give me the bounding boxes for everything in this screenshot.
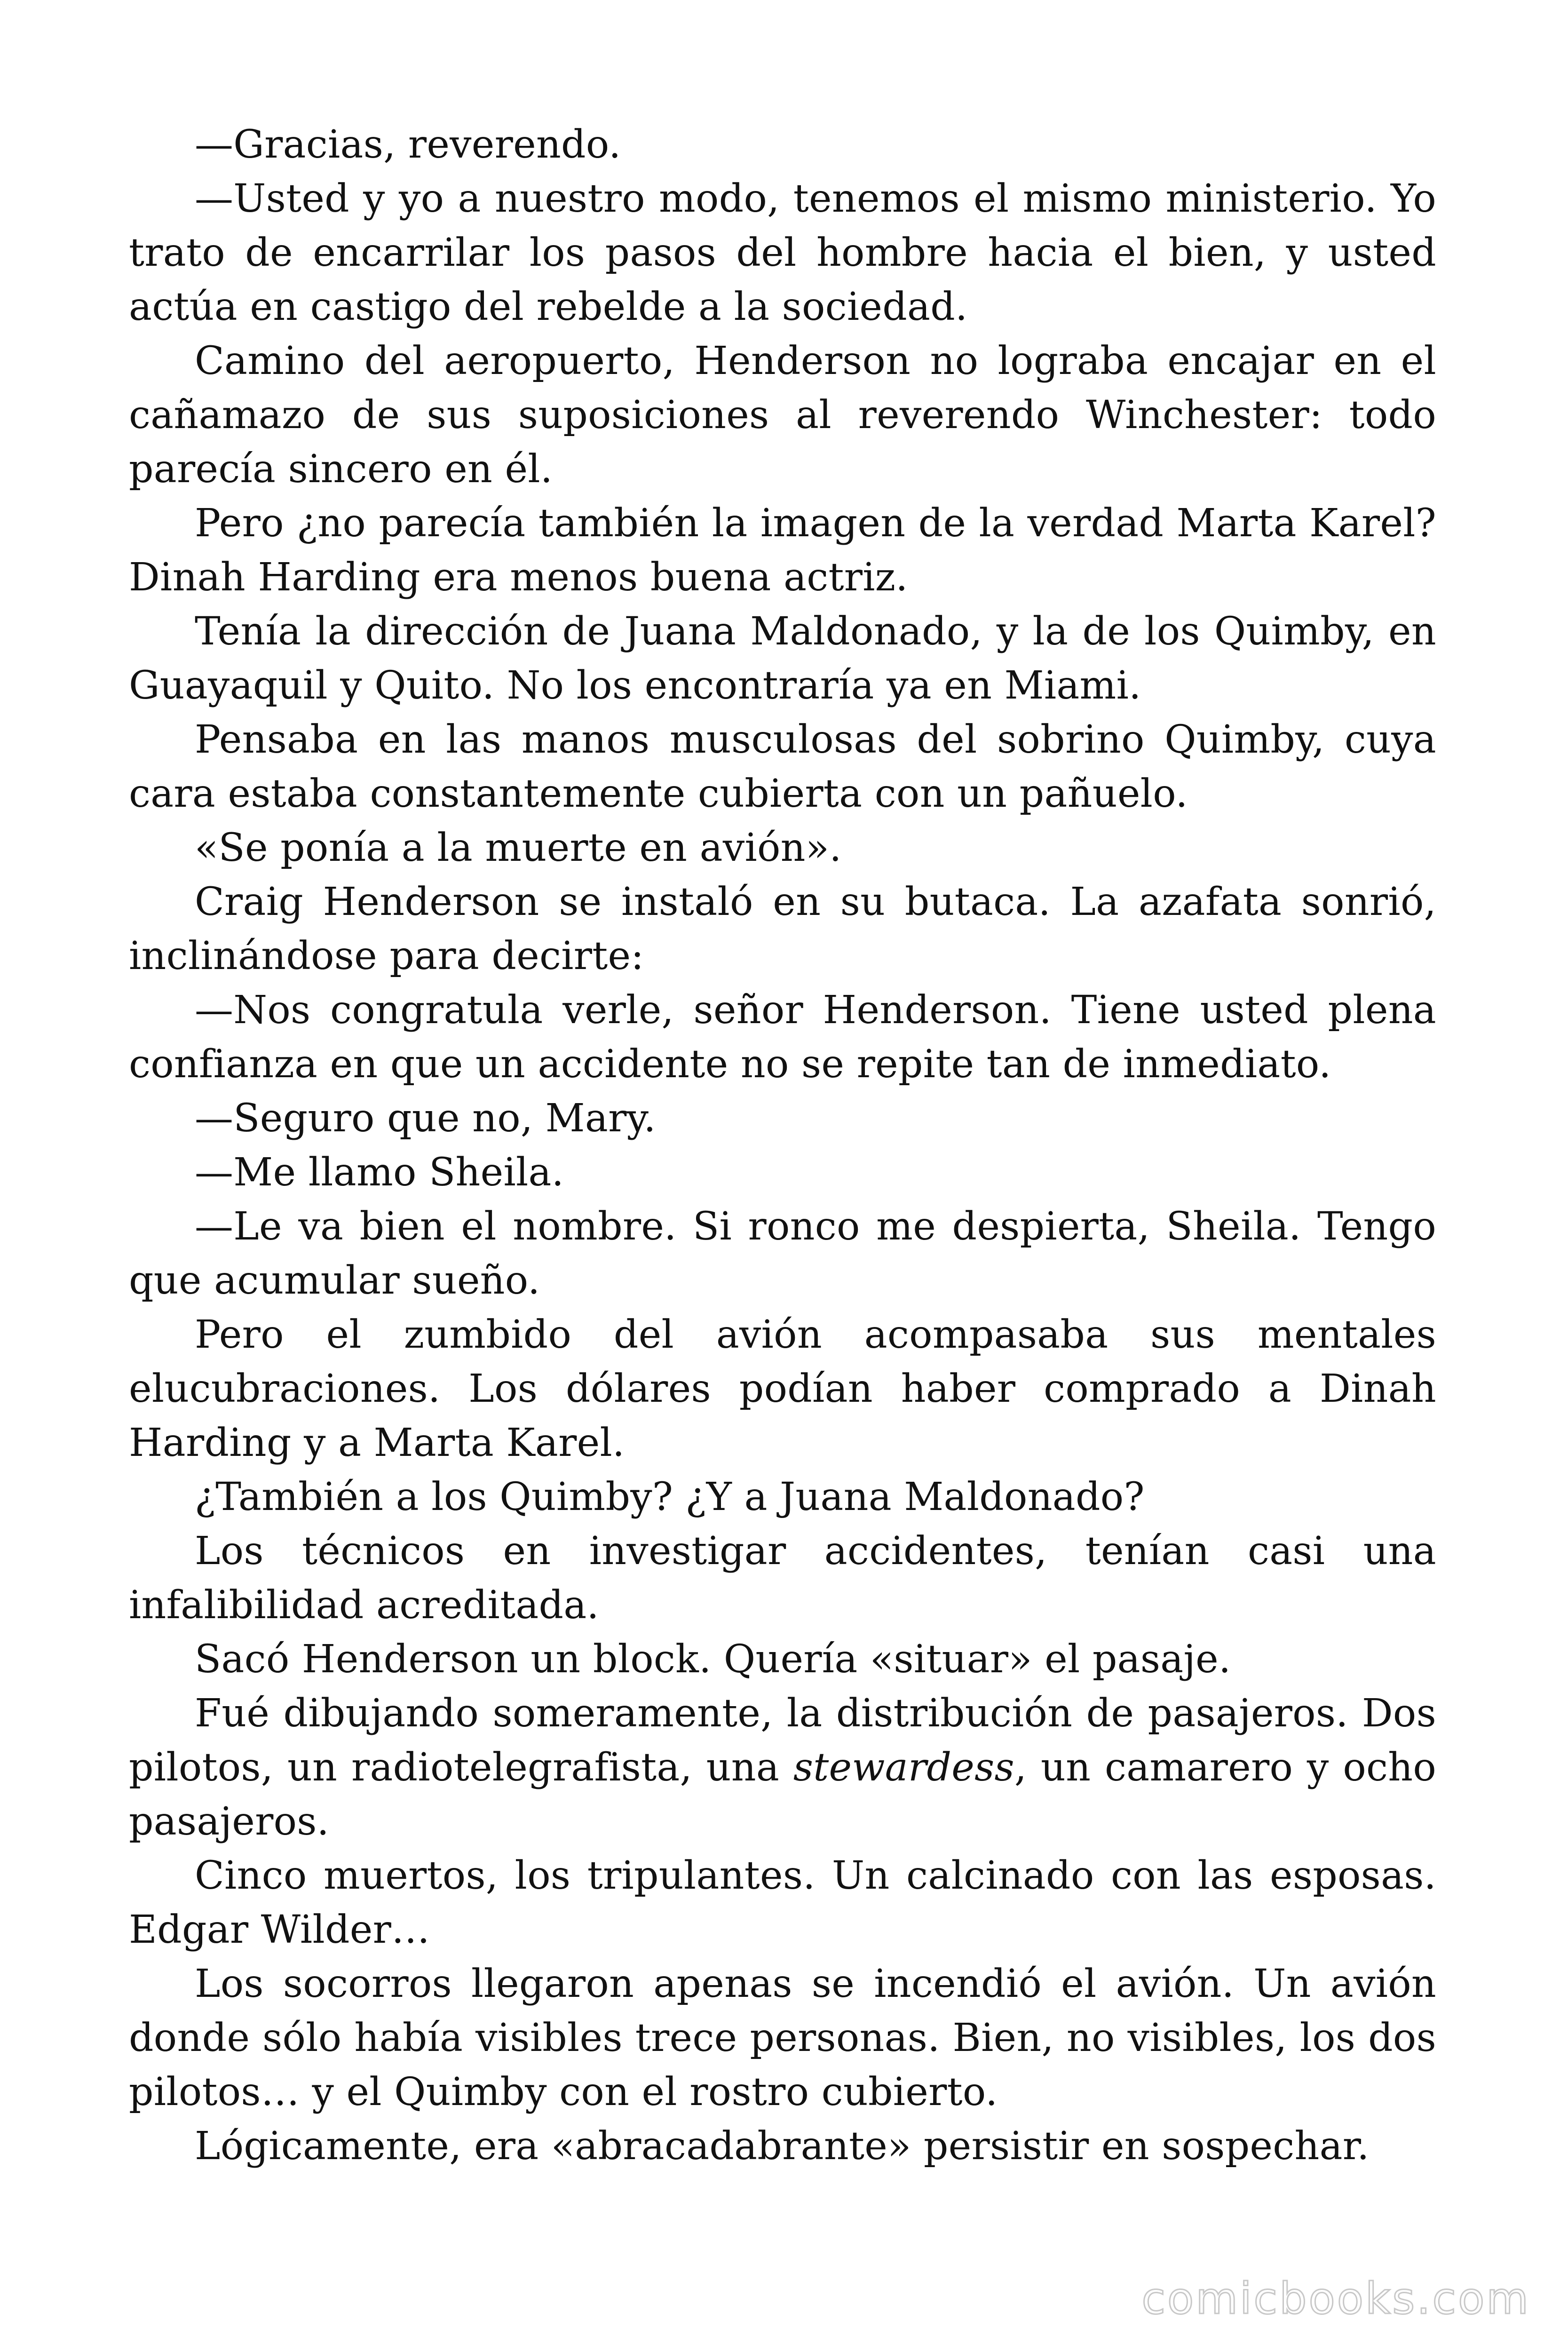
paragraph: —Gracias, reverendo. xyxy=(195,122,621,167)
paragraph: Los técnicos en investigar accidentes, tenían casi una infalibilidad acreditada. xyxy=(129,1529,1436,1628)
paragraph: Tenía la dirección de Juana Maldonado, y la de los Quimby, en Guayaquil y Quito. No los encontraría ya en Miami. xyxy=(129,609,1436,708)
paragraph: Craig Henderson se instaló en su butaca. La azafata sonrió, inclinándose para decirte: xyxy=(129,880,1436,978)
paragraph: Pero el zumbido del avión acompasaba sus mentales elucubraciones. Los dólares podían haber comprado a Dinah Harding y a Marta Karel. xyxy=(129,1312,1436,1465)
watermark-logo: comicbooks.com xyxy=(1141,2273,1530,2324)
paragraph: Pero ¿no parecía también la imagen de la verdad Marta Karel? Dinah Harding era menos buena actriz. xyxy=(129,501,1436,600)
paragraph: —Nos congratula verle, señor Henderson. Tiene usted plena confianza en que un accidente no se repite tan de inmediato. xyxy=(129,988,1436,1087)
book-page xyxy=(129,118,1436,2173)
paragraph: «Se ponía a la muerte en avión». xyxy=(195,826,842,870)
paragraph-text-before: Fué dibujando someramente, la distribución de pasajeros. Dos pilotos, un radiotelegrafista, una xyxy=(129,1691,1436,1790)
paragraph: —Usted y yo a nuestro modo, tenemos el mismo ministerio. Yo trato de encarrilar los pasos del hombre hacia el bien, y usted actúa en castigo del rebelde a la sociedad. xyxy=(129,176,1436,329)
paragraph: Sacó Henderson un block. Quería «situar» el pasaje. xyxy=(195,1637,1231,1682)
paragraph: Los socorros llegaron apenas se incendió el avión. Un avión donde sólo había visibles trece personas. Bien, no visibles, los dos pilotos… y el Quimby con el rostro cubierto. xyxy=(129,1962,1436,2114)
paragraph: Lógicamente, era «abracadabrante» persistir en sospechar. xyxy=(195,2124,1370,2169)
paragraph: —Me llamo Sheila. xyxy=(195,1150,564,1195)
paragraph: —Seguro que no, Mary. xyxy=(195,1096,656,1141)
paragraph: —Le va bien el nombre. Si ronco me despierta, Sheila. Tengo que acumular sueño. xyxy=(129,1204,1436,1303)
paragraph-with-italic xyxy=(129,1686,1436,1849)
paragraph: ¿También a los Quimby? ¿Y a Juana Maldonado? xyxy=(195,1475,1145,1519)
paragraph: Pensaba en las manos musculosas del sobrino Quimby, cuya cara estaba constantemente cubierta con un pañuelo. xyxy=(129,717,1436,816)
italic-term: stewardess xyxy=(793,1745,1014,1790)
paragraph: Cinco muertos, los tripulantes. Un calcinado con las esposas. Edgar Wilder… xyxy=(129,1853,1436,1952)
paragraph: Camino del aeropuerto, Henderson no lograba encajar en el cañamazo de sus suposiciones al reverendo Winchester: todo parecía sincero en él. xyxy=(129,339,1436,492)
paragraph-text-after: , un camarero y ocho pasajeros. xyxy=(129,1745,1437,1844)
